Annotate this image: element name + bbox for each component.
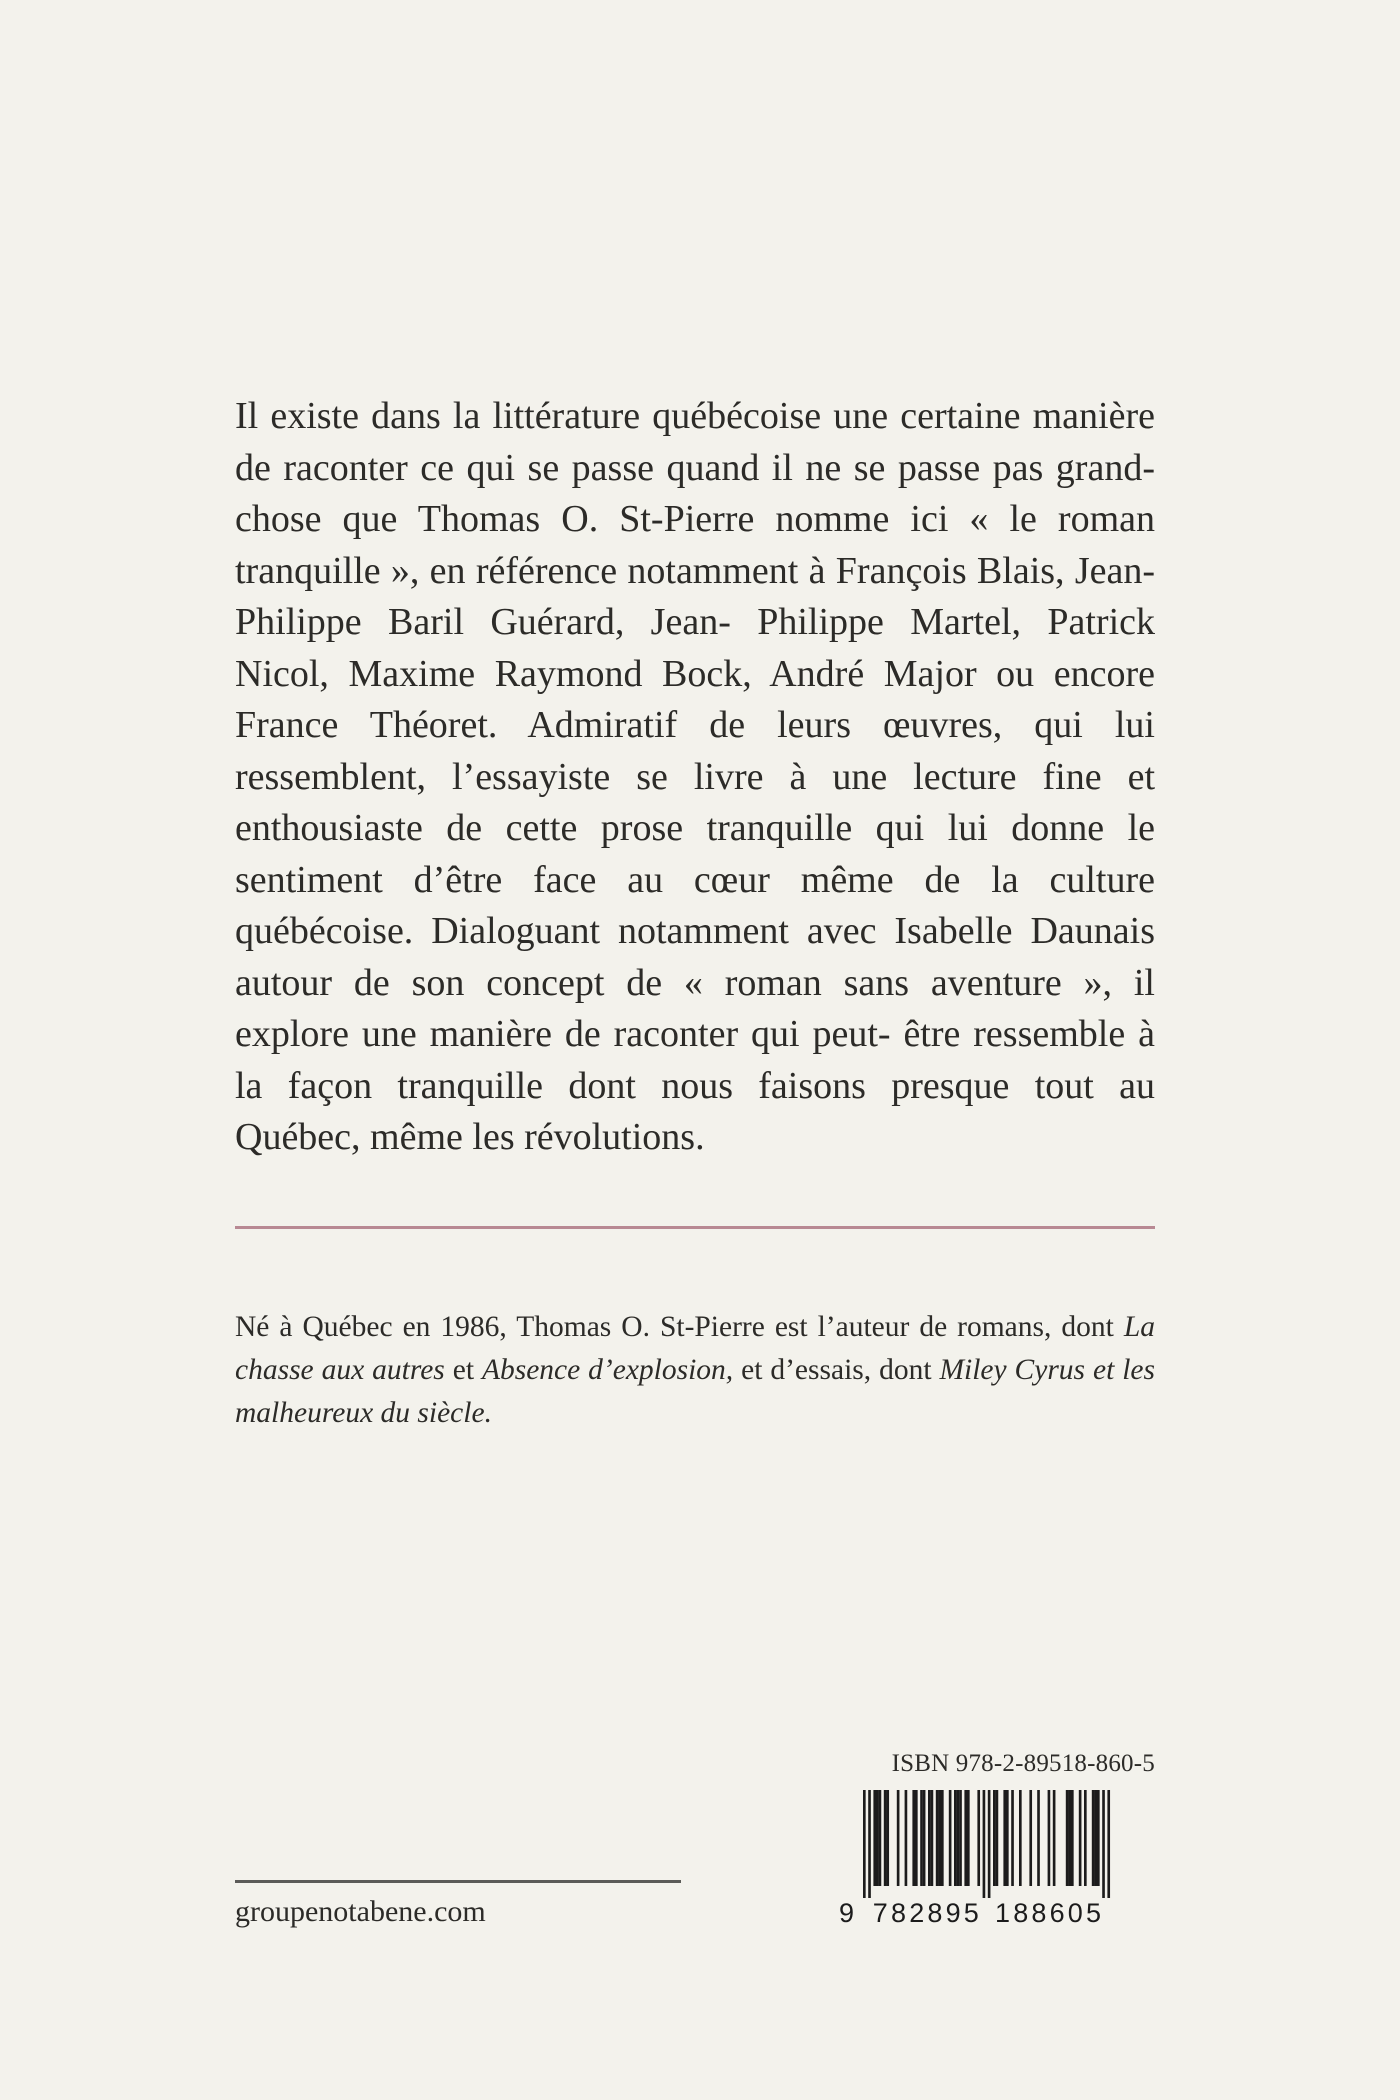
barcode-digit: 2: [909, 1898, 925, 1928]
barcode-digit: 6: [1049, 1898, 1065, 1928]
blurb-line: aventure », il explore une manière de raconter qui peut-: [235, 961, 1155, 1055]
blurb-line: presque tout au Québec, même les révolutions.: [235, 1064, 1156, 1158]
publisher-website[interactable]: groupenotabene.com: [235, 1895, 486, 1928]
barcode-digit: 5: [963, 1898, 979, 1928]
barcode-digit: 8: [1031, 1898, 1047, 1928]
barcode-digit: 9: [945, 1898, 961, 1928]
barcode-digit: 8: [927, 1898, 943, 1928]
barcode-digit: 5: [1086, 1898, 1102, 1928]
barcode-digit: 7: [872, 1898, 888, 1928]
book-title: Miley Cyrus et les malheureux du siècle.: [235, 1354, 1155, 1429]
blurb-line: qui lui donne le sentiment d’être face au cœur même: [235, 807, 1156, 901]
barcode-digit: 8: [891, 1898, 907, 1928]
barcode-bar: [928, 1790, 931, 1886]
bio-text: Né à Québec en 1986, Thomas O. St-Pierre est l’auteur de romans, dont: [235, 1311, 1124, 1343]
blurb-line: manière de raconter ce qui se passe quand il ne se passe: [235, 395, 1155, 489]
bio-text: et d’essais, dont: [733, 1354, 940, 1386]
blurb-line: André Major ou encore France Théoret. Admiratif de: [235, 652, 1155, 746]
barcode-bar: [988, 1790, 991, 1898]
barcode-bar: [993, 1790, 996, 1886]
blurb-line: de la culture québécoise. Dialoguant notamment avec: [235, 858, 1156, 952]
back-cover-blurb: [235, 391, 1155, 1164]
barcode-bar: [1019, 1790, 1022, 1886]
barcode-bar: [873, 1790, 876, 1886]
blurb-line: être ressemble à la façon tranquille dont nous faisons: [235, 1013, 1155, 1107]
barcode-digit: 8: [1013, 1898, 1029, 1928]
section-divider: [235, 1226, 1155, 1229]
barcode-bar: [996, 1790, 999, 1886]
barcode-digit: 1: [995, 1898, 1011, 1928]
isbn-number: ISBN 978-2-89518-860-5: [891, 1750, 1155, 1777]
barcode-bar: [1066, 1790, 1069, 1886]
barcode-bar: [957, 1790, 960, 1886]
barcode-bar: [923, 1790, 926, 1886]
barcode-bar: [1107, 1790, 1110, 1898]
barcode-bar: [897, 1790, 900, 1886]
barcode-bar: [1084, 1790, 1087, 1886]
barcode-bar: [1079, 1790, 1082, 1886]
barcode-bar: [931, 1790, 934, 1886]
barcode-bar: [949, 1790, 952, 1886]
blurb-line: Isabelle Daunais autour de son concept de « roman sans: [235, 910, 1155, 1004]
barcode-bar: [938, 1790, 941, 1886]
footer-divider: [235, 1880, 681, 1883]
blurb-line: leurs œuvres, qui lui ressemblent, l’essayiste se livre à: [235, 704, 1155, 798]
blurb-line: Il existe dans la littérature québécoise une certaine: [235, 395, 1021, 437]
author-bio-paragraph: [235, 1306, 1155, 1435]
blurb-line: pas grand-chose que Thomas O. St-Pierre nomme: [235, 446, 1155, 540]
barcode-bar: [1053, 1790, 1056, 1886]
barcode-bar: [983, 1790, 986, 1898]
blurb-line: à François Blais, Jean-Philippe Baril Guérard, Jean-: [235, 549, 1155, 643]
barcode-bar: [941, 1790, 944, 1886]
blurb-line: Philippe Martel, Patrick Nicol, Maxime Raymond Bock,: [235, 601, 1156, 695]
barcode-bar: [1094, 1790, 1097, 1886]
barcode-bar: [920, 1790, 923, 1886]
barcode-bar: [863, 1790, 866, 1898]
barcode-bar: [1037, 1790, 1040, 1886]
barcode-bar: [1006, 1790, 1009, 1886]
blurb-paragraph: [235, 391, 1155, 1164]
barcode-bar: [936, 1790, 939, 1886]
barcode-bar: [1029, 1790, 1032, 1886]
barcode-bar: [912, 1790, 915, 1886]
book-title: Absence d’explosion,: [481, 1354, 734, 1386]
barcode-bar: [967, 1790, 970, 1886]
book-title: La chasse aux autres: [235, 1311, 1155, 1386]
barcode-bar: [1097, 1790, 1100, 1886]
barcode-bar: [1003, 1790, 1006, 1886]
barcode-digit: 9: [839, 1898, 855, 1928]
barcode-bar: [868, 1790, 871, 1898]
barcode-bar: [886, 1790, 889, 1886]
barcode-bar: [1102, 1790, 1105, 1898]
barcode-bar: [964, 1790, 967, 1886]
barcode-bar: [977, 1790, 980, 1886]
barcode-bar: [884, 1790, 887, 1886]
barcode-bar: [1011, 1790, 1014, 1886]
barcode-bar: [959, 1790, 962, 1886]
barcode-bar: [1068, 1790, 1071, 1886]
barcode-bar: [879, 1790, 882, 1886]
barcode-bar: [954, 1790, 957, 1886]
barcode-bar: [876, 1790, 879, 1886]
barcode-bar: [1048, 1790, 1051, 1886]
blurb-line: une lecture fine et enthousiaste de cette prose tranquille: [235, 755, 1156, 849]
barcode-bar: [915, 1790, 918, 1886]
bio-text: et: [444, 1354, 482, 1386]
barcode-digit: 0: [1067, 1898, 1083, 1928]
blurb-line: ici « le roman tranquille », en référence notamment: [235, 498, 1155, 592]
barcode-digits: [833, 1893, 1155, 1933]
barcode-bar: [1092, 1790, 1095, 1886]
barcode-bar: [905, 1790, 908, 1886]
barcode-bar: [1071, 1790, 1074, 1886]
author-bio: [235, 1306, 1155, 1435]
